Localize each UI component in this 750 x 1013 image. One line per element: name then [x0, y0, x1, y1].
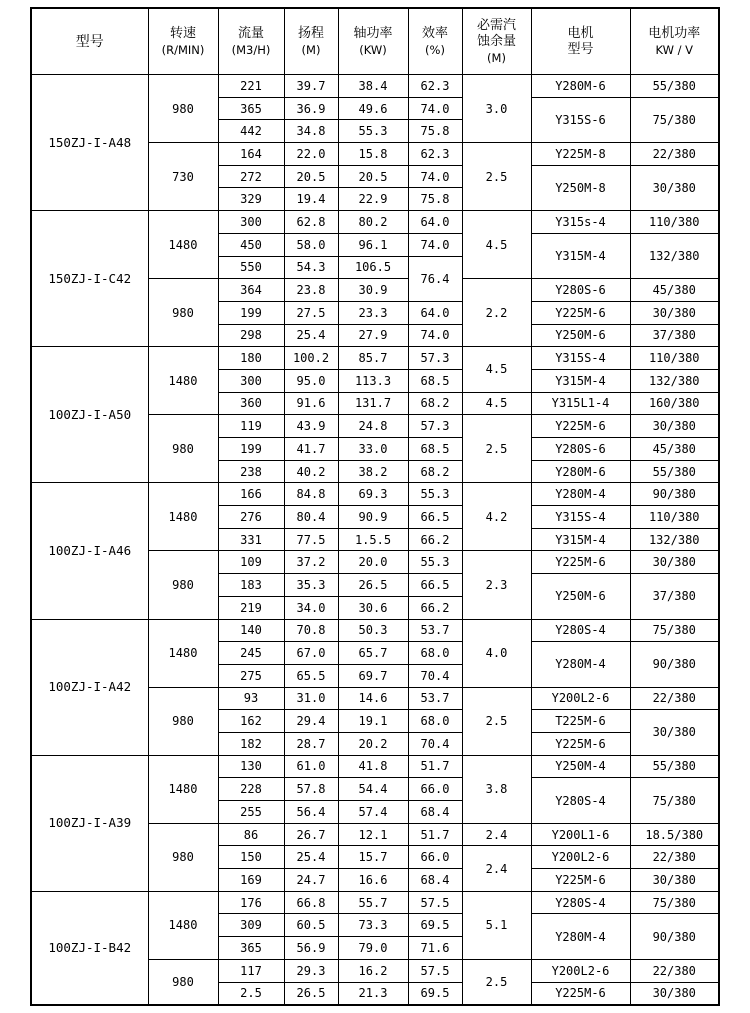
motor-type-cell: Y200L2-6	[531, 846, 630, 869]
motor-type-cell: Y280S-6	[531, 438, 630, 461]
head-cell: 23.8	[284, 279, 338, 302]
head-cell: 34.0	[284, 596, 338, 619]
flow-cell: 199	[218, 301, 284, 324]
motor-power-cell: 75/380	[630, 619, 719, 642]
motor-power-cell: 37/380	[630, 574, 719, 619]
head-cell: 91.6	[284, 392, 338, 415]
flow-cell: 331	[218, 528, 284, 551]
motor-power-cell: 45/380	[630, 438, 719, 461]
head-cell: 19.4	[284, 188, 338, 211]
speed-cell: 1480	[148, 211, 218, 279]
efficiency-cell: 51.7	[408, 755, 462, 778]
head-cell: 54.3	[284, 256, 338, 279]
motor-power-cell: 22/380	[630, 687, 719, 710]
shaft-power-cell: 22.9	[338, 188, 408, 211]
head-cell: 25.4	[284, 324, 338, 347]
head-cell: 22.0	[284, 143, 338, 166]
motor-power-cell: 55/380	[630, 755, 719, 778]
motor-type-cell: Y280M-6	[531, 75, 630, 98]
header-efficiency: 效率 (%)	[408, 8, 462, 75]
flow-cell: 166	[218, 483, 284, 506]
shaft-power-cell: 50.3	[338, 619, 408, 642]
motor-power-cell: 75/380	[630, 891, 719, 914]
motor-type-cell: Y315M-4	[531, 233, 630, 278]
motor-power-cell: 22/380	[630, 959, 719, 982]
flow-cell: 109	[218, 551, 284, 574]
motor-power-cell: 90/380	[630, 483, 719, 506]
motor-power-cell: 30/380	[630, 551, 719, 574]
flow-cell: 2.5	[218, 982, 284, 1005]
efficiency-cell: 62.3	[408, 75, 462, 98]
header-motor-type: 电机 型号	[531, 8, 630, 75]
table-row	[31, 211, 719, 234]
shaft-power-cell: 73.3	[338, 914, 408, 937]
model-cell: 150ZJ-I-C42	[31, 211, 148, 347]
head-cell: 70.8	[284, 619, 338, 642]
motor-power-cell: 18.5/380	[630, 823, 719, 846]
head-cell: 37.2	[284, 551, 338, 574]
motor-type-cell: T225M-6	[531, 710, 630, 733]
model-cell: 100ZJ-I-A46	[31, 483, 148, 619]
shaft-power-cell: 33.0	[338, 438, 408, 461]
motor-power-cell: 22/380	[630, 846, 719, 869]
flow-cell: 300	[218, 211, 284, 234]
motor-type-cell: Y225M-6	[531, 301, 630, 324]
head-cell: 34.8	[284, 120, 338, 143]
npsh-cell: 4.0	[462, 619, 531, 687]
motor-type-cell: Y200L1-6	[531, 823, 630, 846]
motor-power-cell: 110/380	[630, 506, 719, 529]
npsh-cell: 3.0	[462, 75, 531, 143]
shaft-power-cell: 12.1	[338, 823, 408, 846]
npsh-cell: 5.1	[462, 891, 531, 959]
motor-type-cell: Y280M-6	[531, 460, 630, 483]
speed-cell: 980	[148, 279, 218, 347]
efficiency-cell: 53.7	[408, 687, 462, 710]
efficiency-cell: 68.5	[408, 438, 462, 461]
npsh-cell: 2.5	[462, 143, 531, 211]
shaft-power-cell: 131.7	[338, 392, 408, 415]
flow-cell: 117	[218, 959, 284, 982]
motor-power-cell: 132/380	[630, 369, 719, 392]
head-cell: 20.5	[284, 165, 338, 188]
motor-power-cell: 45/380	[630, 279, 719, 302]
motor-power-cell: 90/380	[630, 914, 719, 959]
table-row	[31, 75, 719, 98]
flow-cell: 309	[218, 914, 284, 937]
flow-cell: 219	[218, 596, 284, 619]
model-cell: 100ZJ-I-B42	[31, 891, 148, 1005]
table-row	[31, 347, 719, 370]
head-cell: 60.5	[284, 914, 338, 937]
shaft-power-cell: 96.1	[338, 233, 408, 256]
flow-cell: 221	[218, 75, 284, 98]
efficiency-cell: 74.0	[408, 97, 462, 120]
motor-type-cell: Y250M-8	[531, 165, 630, 210]
flow-cell: 442	[218, 120, 284, 143]
efficiency-cell: 68.5	[408, 369, 462, 392]
table-row	[31, 755, 719, 778]
efficiency-cell: 68.0	[408, 710, 462, 733]
motor-power-cell: 30/380	[630, 869, 719, 892]
shaft-power-cell: 57.4	[338, 801, 408, 824]
npsh-cell: 4.2	[462, 483, 531, 551]
head-cell: 61.0	[284, 755, 338, 778]
motor-power-cell: 90/380	[630, 642, 719, 687]
head-cell: 56.4	[284, 801, 338, 824]
head-cell: 25.4	[284, 846, 338, 869]
header-flow: 流量 (M3/H)	[218, 8, 284, 75]
efficiency-cell: 68.0	[408, 642, 462, 665]
flow-cell: 169	[218, 869, 284, 892]
speed-cell: 1480	[148, 755, 218, 823]
motor-type-cell: Y225M-6	[531, 415, 630, 438]
head-cell: 36.9	[284, 97, 338, 120]
shaft-power-cell: 80.2	[338, 211, 408, 234]
efficiency-cell: 66.5	[408, 506, 462, 529]
head-cell: 65.5	[284, 664, 338, 687]
efficiency-cell: 68.2	[408, 392, 462, 415]
flow-cell: 255	[218, 801, 284, 824]
table-row	[31, 619, 719, 642]
speed-cell: 980	[148, 823, 218, 891]
efficiency-cell: 71.6	[408, 937, 462, 960]
motor-power-cell: 75/380	[630, 778, 719, 823]
motor-type-cell: Y315s-4	[531, 211, 630, 234]
head-cell: 39.7	[284, 75, 338, 98]
flow-cell: 150	[218, 846, 284, 869]
head-cell: 31.0	[284, 687, 338, 710]
efficiency-cell: 55.3	[408, 551, 462, 574]
npsh-cell: 2.4	[462, 846, 531, 891]
motor-type-cell: Y280S-4	[531, 891, 630, 914]
efficiency-cell: 66.0	[408, 778, 462, 801]
motor-type-cell: Y250M-4	[531, 755, 630, 778]
shaft-power-cell: 49.6	[338, 97, 408, 120]
shaft-power-cell: 26.5	[338, 574, 408, 597]
motor-type-cell: Y250M-6	[531, 574, 630, 619]
flow-cell: 182	[218, 732, 284, 755]
motor-power-cell: 37/380	[630, 324, 719, 347]
npsh-cell: 2.5	[462, 687, 531, 755]
efficiency-cell: 74.0	[408, 165, 462, 188]
flow-cell: 162	[218, 710, 284, 733]
head-cell: 77.5	[284, 528, 338, 551]
motor-power-cell: 30/380	[630, 710, 719, 755]
model-cell: 100ZJ-I-A42	[31, 619, 148, 755]
shaft-power-cell: 69.3	[338, 483, 408, 506]
flow-cell: 364	[218, 279, 284, 302]
head-cell: 29.3	[284, 959, 338, 982]
efficiency-cell: 66.0	[408, 846, 462, 869]
table-row	[31, 483, 719, 506]
shaft-power-cell: 30.6	[338, 596, 408, 619]
motor-type-cell: Y280M-4	[531, 642, 630, 687]
motor-type-cell: Y250M-6	[531, 324, 630, 347]
model-cell: 150ZJ-I-A48	[31, 75, 148, 211]
efficiency-cell: 68.4	[408, 869, 462, 892]
motor-power-cell: 30/380	[630, 165, 719, 210]
efficiency-cell: 53.7	[408, 619, 462, 642]
head-cell: 84.8	[284, 483, 338, 506]
shaft-power-cell: 20.5	[338, 165, 408, 188]
shaft-power-cell: 20.0	[338, 551, 408, 574]
head-cell: 100.2	[284, 347, 338, 370]
motor-power-cell: 30/380	[630, 301, 719, 324]
flow-cell: 130	[218, 755, 284, 778]
motor-type-cell: Y315M-4	[531, 528, 630, 551]
shaft-power-cell: 24.8	[338, 415, 408, 438]
speed-cell: 980	[148, 551, 218, 619]
npsh-cell: 2.3	[462, 551, 531, 619]
motor-power-cell: 22/380	[630, 143, 719, 166]
efficiency-cell: 68.2	[408, 460, 462, 483]
efficiency-cell: 57.5	[408, 891, 462, 914]
motor-power-cell: 110/380	[630, 211, 719, 234]
flow-cell: 245	[218, 642, 284, 665]
speed-cell: 1480	[148, 347, 218, 415]
motor-type-cell: Y280S-6	[531, 279, 630, 302]
speed-cell: 980	[148, 75, 218, 143]
header-model: 型号	[31, 8, 148, 75]
npsh-cell: 2.5	[462, 415, 531, 483]
shaft-power-cell: 65.7	[338, 642, 408, 665]
header-npsh: 必需汽 蚀余量 (M)	[462, 8, 531, 75]
shaft-power-cell: 21.3	[338, 982, 408, 1005]
shaft-power-cell: 79.0	[338, 937, 408, 960]
speed-cell: 980	[148, 959, 218, 1005]
shaft-power-cell: 85.7	[338, 347, 408, 370]
flow-cell: 119	[218, 415, 284, 438]
motor-type-cell: Y200L2-6	[531, 687, 630, 710]
shaft-power-cell: 113.3	[338, 369, 408, 392]
efficiency-cell: 66.5	[408, 574, 462, 597]
flow-cell: 365	[218, 937, 284, 960]
head-cell: 41.7	[284, 438, 338, 461]
efficiency-cell: 57.3	[408, 347, 462, 370]
efficiency-cell: 64.0	[408, 211, 462, 234]
head-cell: 28.7	[284, 732, 338, 755]
motor-power-cell: 110/380	[630, 347, 719, 370]
npsh-cell: 4.5	[462, 392, 531, 415]
pump-spec-table	[30, 7, 720, 1006]
table-body	[31, 75, 719, 1006]
shaft-power-cell: 38.4	[338, 75, 408, 98]
header-shaft-power: 轴功率 (KW)	[338, 8, 408, 75]
flow-cell: 140	[218, 619, 284, 642]
motor-type-cell: Y200L2-6	[531, 959, 630, 982]
npsh-cell: 4.5	[462, 211, 531, 279]
flow-cell: 550	[218, 256, 284, 279]
npsh-cell: 2.2	[462, 279, 531, 347]
head-cell: 57.8	[284, 778, 338, 801]
shaft-power-cell: 55.7	[338, 891, 408, 914]
motor-power-cell: 55/380	[630, 460, 719, 483]
npsh-cell: 4.5	[462, 347, 531, 392]
motor-type-cell: Y280S-4	[531, 619, 630, 642]
shaft-power-cell: 14.6	[338, 687, 408, 710]
motor-type-cell: Y225M-6	[531, 982, 630, 1005]
header-row	[31, 8, 719, 75]
head-cell: 26.7	[284, 823, 338, 846]
motor-type-cell: Y225M-8	[531, 143, 630, 166]
npsh-cell: 3.8	[462, 755, 531, 823]
header-motor-power: 电机功率 KW / V	[630, 8, 719, 75]
motor-power-cell: 30/380	[630, 415, 719, 438]
motor-type-cell: Y225M-6	[531, 551, 630, 574]
head-cell: 95.0	[284, 369, 338, 392]
motor-type-cell: Y315S-4	[531, 506, 630, 529]
flow-cell: 300	[218, 369, 284, 392]
efficiency-cell: 74.0	[408, 324, 462, 347]
head-cell: 40.2	[284, 460, 338, 483]
flow-cell: 329	[218, 188, 284, 211]
efficiency-cell: 51.7	[408, 823, 462, 846]
motor-power-cell: 132/380	[630, 528, 719, 551]
motor-power-cell: 132/380	[630, 233, 719, 278]
header-speed: 转速 (R/MIN)	[148, 8, 218, 75]
efficiency-cell: 75.8	[408, 188, 462, 211]
flow-cell: 365	[218, 97, 284, 120]
head-cell: 62.8	[284, 211, 338, 234]
shaft-power-cell: 16.2	[338, 959, 408, 982]
efficiency-cell: 76.4	[408, 256, 462, 301]
shaft-power-cell: 38.2	[338, 460, 408, 483]
flow-cell: 238	[218, 460, 284, 483]
speed-cell: 1480	[148, 619, 218, 687]
efficiency-cell: 66.2	[408, 528, 462, 551]
head-cell: 24.7	[284, 869, 338, 892]
motor-type-cell: Y315S-4	[531, 347, 630, 370]
shaft-power-cell: 69.7	[338, 664, 408, 687]
model-cell: 100ZJ-I-A50	[31, 347, 148, 483]
flow-cell: 298	[218, 324, 284, 347]
motor-type-cell: Y315L1-4	[531, 392, 630, 415]
shaft-power-cell: 19.1	[338, 710, 408, 733]
motor-type-cell: Y315M-4	[531, 369, 630, 392]
flow-cell: 276	[218, 506, 284, 529]
shaft-power-cell: 16.6	[338, 869, 408, 892]
npsh-cell: 2.5	[462, 959, 531, 1005]
flow-cell: 199	[218, 438, 284, 461]
shaft-power-cell: 15.7	[338, 846, 408, 869]
shaft-power-cell: 27.9	[338, 324, 408, 347]
flow-cell: 93	[218, 687, 284, 710]
head-cell: 56.9	[284, 937, 338, 960]
efficiency-cell: 57.3	[408, 415, 462, 438]
shaft-power-cell: 90.9	[338, 506, 408, 529]
flow-cell: 275	[218, 664, 284, 687]
header-head: 扬程 (M)	[284, 8, 338, 75]
shaft-power-cell: 55.3	[338, 120, 408, 143]
motor-type-cell: Y280M-4	[531, 914, 630, 959]
motor-type-cell: Y315S-6	[531, 97, 630, 142]
speed-cell: 1480	[148, 891, 218, 959]
efficiency-cell: 55.3	[408, 483, 462, 506]
head-cell: 43.9	[284, 415, 338, 438]
speed-cell: 980	[148, 415, 218, 483]
head-cell: 26.5	[284, 982, 338, 1005]
shaft-power-cell: 20.2	[338, 732, 408, 755]
head-cell: 67.0	[284, 642, 338, 665]
head-cell: 29.4	[284, 710, 338, 733]
flow-cell: 360	[218, 392, 284, 415]
motor-power-cell: 75/380	[630, 97, 719, 142]
efficiency-cell: 64.0	[408, 301, 462, 324]
head-cell: 66.8	[284, 891, 338, 914]
head-cell: 80.4	[284, 506, 338, 529]
motor-power-cell: 55/380	[630, 75, 719, 98]
shaft-power-cell: 23.3	[338, 301, 408, 324]
shaft-power-cell: 30.9	[338, 279, 408, 302]
flow-cell: 450	[218, 233, 284, 256]
head-cell: 35.3	[284, 574, 338, 597]
efficiency-cell: 66.2	[408, 596, 462, 619]
flow-cell: 176	[218, 891, 284, 914]
flow-cell: 228	[218, 778, 284, 801]
flow-cell: 272	[218, 165, 284, 188]
efficiency-cell: 70.4	[408, 732, 462, 755]
npsh-cell: 2.4	[462, 823, 531, 846]
efficiency-cell: 68.4	[408, 801, 462, 824]
efficiency-cell: 70.4	[408, 664, 462, 687]
speed-cell: 730	[148, 143, 218, 211]
efficiency-cell: 69.5	[408, 914, 462, 937]
efficiency-cell: 62.3	[408, 143, 462, 166]
flow-cell: 86	[218, 823, 284, 846]
head-cell: 58.0	[284, 233, 338, 256]
motor-power-cell: 30/380	[630, 982, 719, 1005]
shaft-power-cell: 106.5	[338, 256, 408, 279]
speed-cell: 980	[148, 687, 218, 755]
head-cell: 27.5	[284, 301, 338, 324]
table-row	[31, 891, 719, 914]
shaft-power-cell: 1.5.5	[338, 528, 408, 551]
motor-type-cell: Y225M-6	[531, 732, 630, 755]
efficiency-cell: 74.0	[408, 233, 462, 256]
motor-type-cell: Y280M-4	[531, 483, 630, 506]
efficiency-cell: 69.5	[408, 982, 462, 1005]
flow-cell: 164	[218, 143, 284, 166]
flow-cell: 180	[218, 347, 284, 370]
shaft-power-cell: 41.8	[338, 755, 408, 778]
shaft-power-cell: 54.4	[338, 778, 408, 801]
efficiency-cell: 75.8	[408, 120, 462, 143]
motor-type-cell: Y280S-4	[531, 778, 630, 823]
flow-cell: 183	[218, 574, 284, 597]
speed-cell: 1480	[148, 483, 218, 551]
motor-power-cell: 160/380	[630, 392, 719, 415]
motor-type-cell: Y225M-6	[531, 869, 630, 892]
shaft-power-cell: 15.8	[338, 143, 408, 166]
efficiency-cell: 57.5	[408, 959, 462, 982]
model-cell: 100ZJ-I-A39	[31, 755, 148, 891]
